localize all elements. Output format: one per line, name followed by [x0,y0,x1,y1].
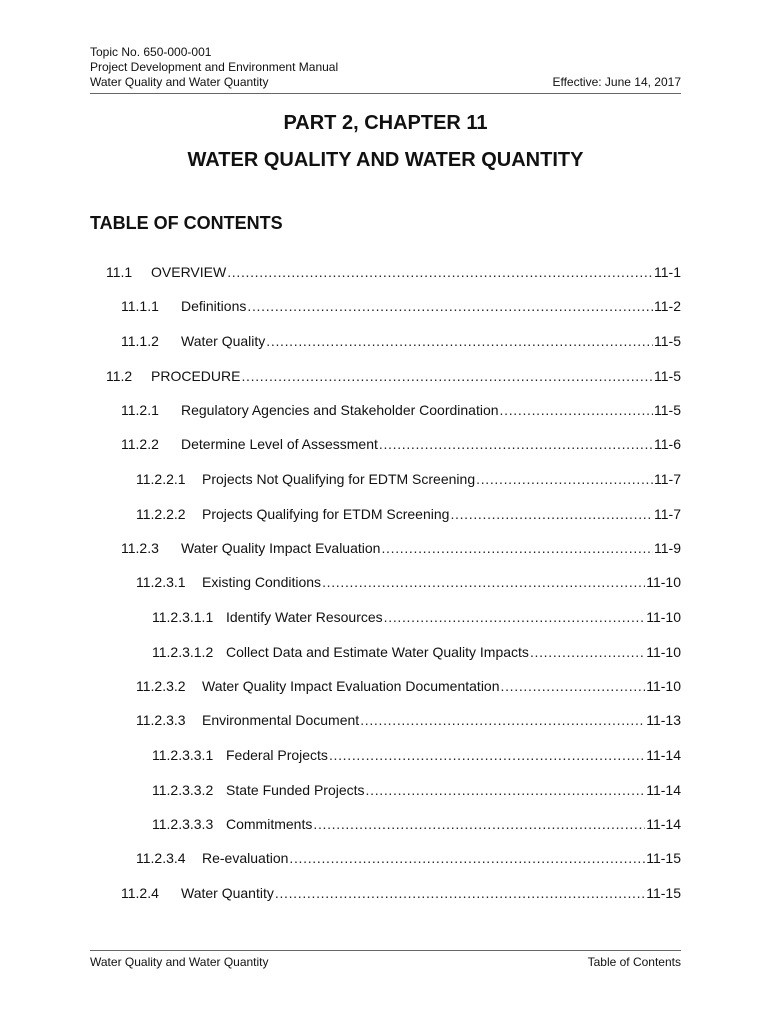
toc-leader-dots [275,884,645,902]
toc-entry-page: 11-5 [654,368,681,384]
toc-leader-dots [450,505,653,523]
toc-leader-dots [384,608,646,626]
toc-entry-title: Water Quantity [181,885,274,901]
toc-entry-title: Definitions [181,298,247,314]
toc-entry[interactable] [152,815,681,833]
toc-entry[interactable] [136,470,681,488]
header-topic: Topic No. 650-000-001 [90,45,212,59]
header-section: Water Quality and Water Quantity [90,75,269,89]
toc-entry-page: 11-14 [646,747,681,763]
toc-leader-dots [227,263,653,281]
toc-leader-dots [530,643,645,661]
toc-entry-number: 11.2.2.2 [136,506,186,522]
toc-entry-title: Existing Conditions [202,574,322,590]
toc-leader-dots [360,711,645,729]
header-section-line [90,75,681,90]
toc-entry[interactable] [136,677,681,695]
toc-leader-dots [289,849,645,867]
toc-entry[interactable] [152,643,681,661]
toc-entry-number: 11.2.3.3.1 [152,747,214,763]
toc-entry-title: Projects Qualifying for ETDM Screening [202,506,450,522]
toc-entry[interactable] [136,573,681,591]
toc-entry-number: 11.2.4 [121,885,159,901]
toc-entry[interactable] [106,263,681,281]
toc-entry-title: Re-evaluation [202,850,289,866]
chapter-title: WATER QUALITY AND WATER QUANTITY [187,149,584,171]
toc-leader-dots [322,573,645,591]
toc-entry-number: 11.2.3 [121,540,159,556]
toc-entry-number: 11.2.3.2 [136,678,186,694]
toc-entry[interactable] [136,711,681,729]
header-effective-date: Effective: June 14, 2017 [552,75,681,89]
toc-entry-page: 11-10 [646,678,681,694]
toc-leader-dots [476,470,653,488]
toc-entry-page: 11-7 [654,471,681,487]
toc-entry[interactable] [121,401,681,419]
toc-entry-title: Water Quality [181,333,266,349]
header-manual: Project Development and Environment Manual [90,60,339,74]
toc-entry[interactable] [152,746,681,764]
toc-entry[interactable] [152,781,681,799]
part-title: PART 2, CHAPTER 11 [283,112,488,134]
toc-entry-title: Water Quality Impact Evaluation [181,540,381,556]
toc-leader-dots [266,332,653,350]
toc-entry-number: 11.1.1 [121,298,159,314]
toc-leader-dots [313,815,645,833]
toc-entry-number: 11.2.2 [121,436,159,452]
toc-entry-page: 11-7 [654,506,681,522]
toc-entry-title: PROCEDURE [151,368,241,384]
page-footer [90,955,681,969]
toc-entry-number: 11.2.3.1.1 [152,609,214,625]
toc-entry-page: 11-6 [654,436,681,452]
toc-entry-number: 11.2.3.3.2 [152,782,214,798]
toc-entry[interactable] [121,539,681,557]
toc-entry-page: 11-10 [646,609,681,625]
toc-entry-title: Commitments [226,816,313,832]
toc-entry[interactable] [121,884,681,902]
toc-entry[interactable] [121,332,681,350]
footer-page-label: Table of Contents [587,955,681,969]
toc-entry-page: 11-15 [646,885,681,901]
toc-entry-page: 11-1 [654,264,681,280]
toc-entry-page: 11-10 [646,574,681,590]
toc-entry-page: 11-14 [646,782,681,798]
toc-leader-dots [379,435,653,453]
footer-section-title: Water Quality and Water Quantity [90,955,269,969]
toc-entry[interactable] [121,297,681,315]
footer-divider [90,950,681,951]
toc-entry-number: 11.2.1 [121,402,159,418]
toc-entry-title: Determine Level of Assessment [181,436,378,452]
toc-entry-number: 11.2.3.1 [136,574,186,590]
toc-entry-page: 11-5 [654,402,681,418]
toc-entry-number: 11.2 [106,368,133,384]
toc-entry-number: 11.1.2 [121,333,159,349]
toc-entry-page: 11-5 [654,333,681,349]
toc-entry-number: 11.1 [106,264,133,280]
toc-entry-title: Regulatory Agencies and Stakeholder Coordination [181,402,499,418]
toc-entry[interactable] [121,435,681,453]
toc-entry[interactable] [152,608,681,626]
toc-leader-dots [329,746,645,764]
toc-entry-title: Collect Data and Estimate Water Quality Impacts [226,644,529,660]
header-divider [90,93,681,94]
toc-entry-title: Federal Projects [226,747,328,763]
toc-heading: TABLE OF CONTENTS [90,213,283,233]
toc-entry-title: Projects Not Qualifying for EDTM Screening [202,471,476,487]
toc-entry-title: State Funded Projects [226,782,365,798]
toc-entry-page: 11-13 [646,712,681,728]
toc-entry-number: 11.2.3.3 [136,712,186,728]
toc-entry-number: 11.2.3.3.3 [152,816,214,832]
toc-entry-title: Environmental Document [202,712,360,728]
toc-leader-dots [381,539,653,557]
toc-entry-page: 11-9 [654,540,681,556]
toc-entry-number: 11.2.3.4 [136,850,186,866]
toc-entry-number: 11.2.2.1 [136,471,186,487]
toc-entry-page: 11-10 [646,644,681,660]
toc-entry[interactable] [106,367,681,385]
toc-entry-page: 11-2 [654,298,681,314]
toc-entry-title: Identify Water Resources [226,609,383,625]
toc-leader-dots [247,297,653,315]
toc-entry-page: 11-15 [646,850,681,866]
toc-entry-title: OVERVIEW [151,264,227,280]
toc-leader-dots [241,367,653,385]
toc-entry[interactable] [136,849,681,867]
toc-leader-dots [500,401,653,419]
toc-leader-dots [501,677,646,695]
toc-entry-title: Water Quality Impact Evaluation Documentation [202,678,500,694]
page-header [90,45,681,90]
toc-leader-dots [366,781,646,799]
toc-entry-number: 11.2.3.1.2 [152,644,214,660]
toc-entry[interactable] [136,505,681,523]
toc-entry-page: 11-14 [646,816,681,832]
